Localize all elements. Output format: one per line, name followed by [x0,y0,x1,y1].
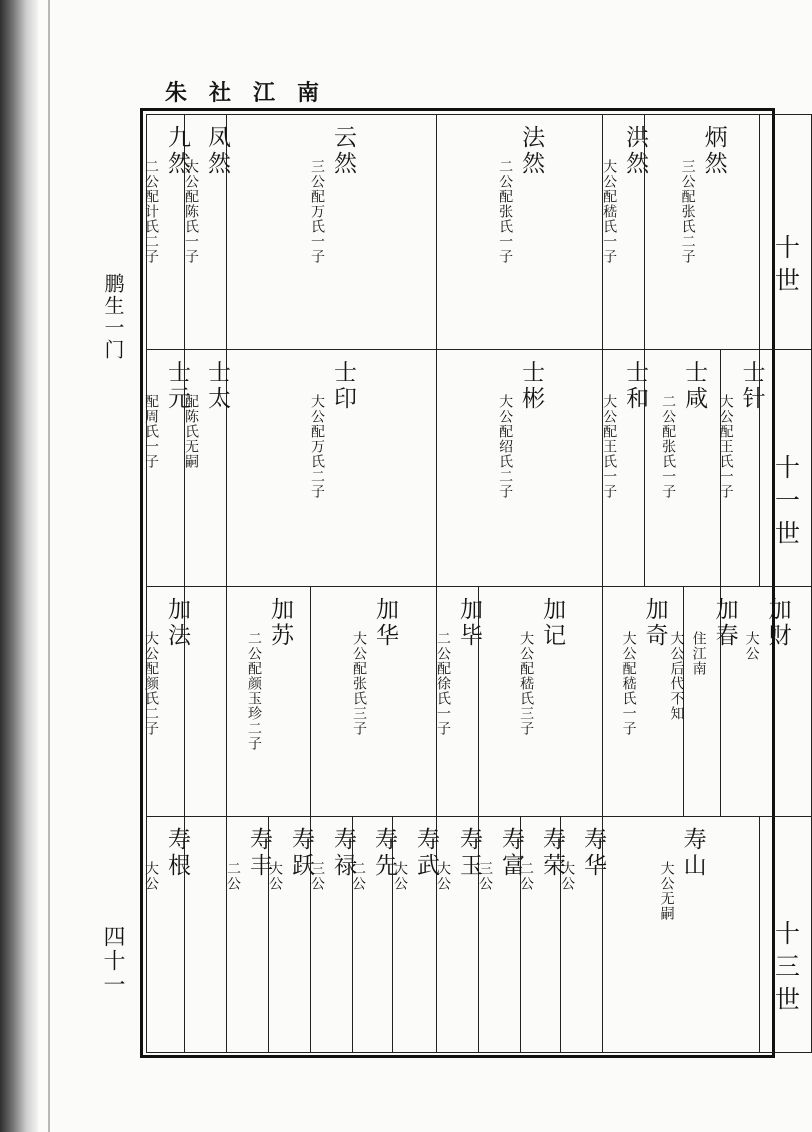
person-name: 洪然 [622,125,649,177]
person-note: 大公 [559,861,576,891]
person-cell [645,115,760,350]
book-binding-shadow [0,0,38,1132]
person-name: 加财 [764,597,791,649]
person-note: 三公 [309,861,326,891]
person-name: 法然 [518,125,545,177]
person-note: 大公配绍氏二子 [497,394,514,499]
generation-row-10 [147,115,812,350]
person-name: 士彬 [518,360,545,412]
person-name: 寿荣 [539,827,566,879]
person-name: 寿山 [679,827,706,879]
person-cell [437,350,603,587]
person-name: 加奇 [641,597,668,649]
person-cell [477,817,525,1053]
person-note: 大公 [743,631,760,661]
person-note: 大公配王氏一子 [717,394,734,499]
generation-label: 十三世 [771,920,801,1019]
person-cell [143,817,191,1053]
generation-label: 十世 [771,234,801,300]
person-name: 寿根 [164,827,191,879]
person-cell [479,587,603,817]
person-name: 寿禄 [330,827,357,879]
person-note: 大公配万氏二子 [309,394,326,499]
person-name: 寿华 [580,827,607,879]
person-name: 云然 [330,125,357,177]
person-name: 士太 [204,360,231,412]
person-note: 二公配计氏二子 [143,159,160,264]
person-cell [392,817,440,1053]
person-name: 加法 [164,597,191,649]
person-name: 士和 [622,360,649,412]
person-cell [143,115,191,350]
person-cell [309,817,357,1053]
person-cell [601,350,649,587]
person-note: 大公配嵇氏一子 [620,631,637,736]
person-note: 配周氏一子 [143,394,160,469]
person-note: 二公配张氏一子 [497,159,514,264]
person-note: 配陈氏无嗣 [183,394,200,469]
person-name: 加春 [711,597,738,649]
person-name: 士元 [164,360,191,412]
person-cell [668,587,738,817]
person-note: 大公配颜氏二子 [143,631,160,736]
person-name: 士印 [330,360,357,412]
generation-row-11 [147,350,812,587]
person-note-secondary: 大公后代不知 [668,631,685,721]
generation-row-13 [147,817,812,1053]
person-cell [350,817,398,1053]
person-name: 士针 [738,360,765,412]
person-note: 二公配徐氏一子 [435,631,452,736]
person-name: 寿跃 [288,827,315,879]
person-cell [267,817,315,1053]
person-note: 二公 [225,861,242,891]
person-note: 二公配颜玉珍二子 [246,631,263,751]
person-cell [559,817,607,1053]
person-note: 大公 [435,861,452,891]
side-title: 鹏生一门 [101,273,125,361]
generation-label-cell [760,817,812,1053]
generation-label-cell [760,350,812,587]
person-note: 大公配嵇氏一子 [601,159,618,264]
person-note: 三公配张氏二子 [679,159,696,264]
generation-row-12 [147,587,812,817]
empty-cell [185,587,227,817]
person-name: 寿先 [371,827,398,879]
empty-cell [185,817,227,1053]
person-note: 大公无嗣 [658,861,675,921]
person-note: 大公配陈氏一子 [183,159,200,264]
person-cell [435,587,483,817]
person-cell [518,817,566,1053]
person-cell [143,350,191,587]
generation-label-cell [760,115,812,350]
person-note: 二公 [518,861,535,891]
person-name: 加华 [372,597,399,649]
page-header: 朱社江南 [165,80,342,106]
person-note: 大公 [267,861,284,891]
page-number: 四十一 [100,925,125,997]
person-note: 大公配嵇氏三子 [518,631,535,736]
person-cell [437,115,603,350]
person-name: 寿武 [413,827,440,879]
person-note: 大公 [143,861,160,891]
person-cell [225,817,273,1053]
person-name: 士咸 [681,360,708,412]
person-note: 大公配王氏一子 [601,394,618,499]
person-name: 加苏 [267,597,294,649]
person-cell [143,587,191,817]
person-cell [601,115,649,350]
generation-label: 十一世 [771,453,801,553]
binding-line [48,0,50,1132]
genealogy-table [143,114,812,1053]
person-cell [603,817,760,1053]
person-name: 寿玉 [456,827,483,879]
person-name: 寿丰 [246,827,273,879]
person-note: 三公配万氏一子 [309,159,326,264]
person-note: 住江南 [690,631,707,676]
person-cell [227,587,311,817]
person-cell [183,115,231,350]
person-note: 二公配张氏一子 [660,394,677,499]
person-note: 大公配张氏三子 [351,631,368,736]
person-name: 加记 [539,597,566,649]
person-cell [227,350,437,587]
person-note: 二公 [350,861,367,891]
person-cell [645,350,721,587]
person-cell [435,817,483,1053]
person-cell [717,350,765,587]
person-name: 九然 [164,125,191,177]
person-cell [227,115,437,350]
person-note: 三公 [477,861,494,891]
person-name: 炳然 [700,125,727,177]
person-cell [183,350,231,587]
person-name: 凤然 [204,125,231,177]
person-note: 大公 [392,861,409,891]
person-name: 寿富 [498,827,525,879]
person-name: 加毕 [456,597,483,649]
person-cell [311,587,437,817]
